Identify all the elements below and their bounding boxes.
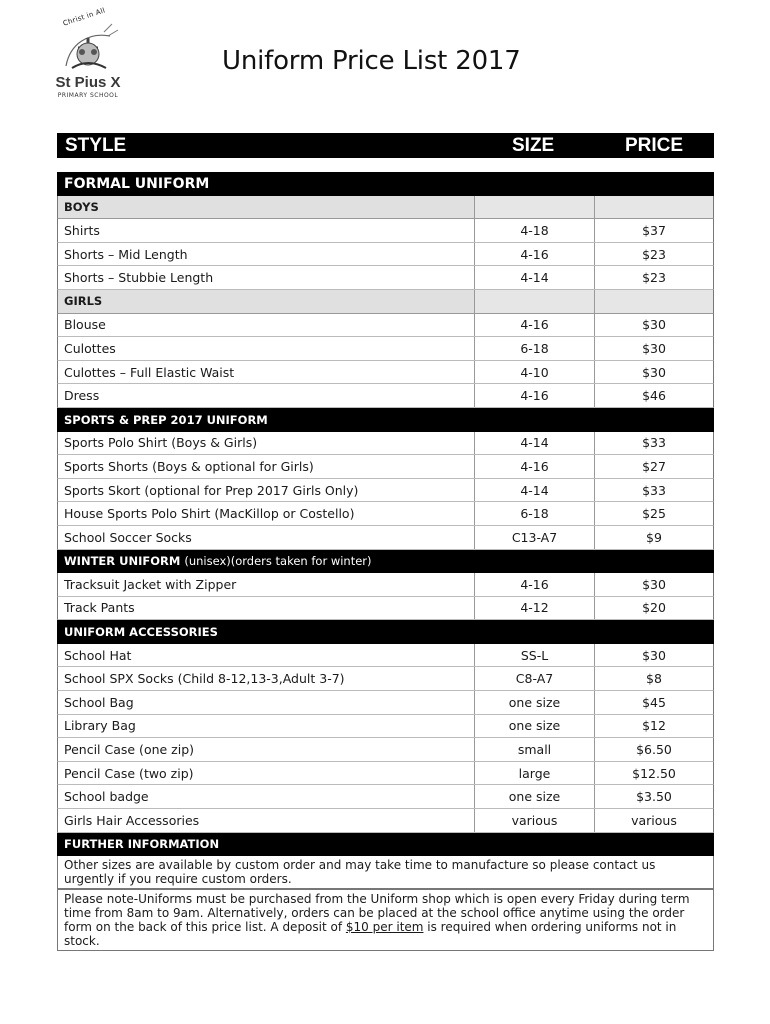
section-heading: UNIFORM ACCESSORIES [64, 625, 218, 640]
deposit-amount: $10 per item [345, 920, 424, 935]
item-style: Pencil Case (one zip) [64, 742, 195, 758]
table-row [57, 314, 714, 338]
table-row [57, 715, 714, 739]
table-row [57, 432, 714, 456]
item-style: Dress [64, 388, 100, 404]
item-size: 4-14 [474, 479, 594, 502]
item-price: $30 [594, 573, 713, 596]
item-size: C13-A7 [474, 526, 594, 549]
item-size: 4-10 [474, 361, 594, 384]
item-size: 4-14 [474, 432, 594, 455]
item-size: one size [474, 715, 594, 738]
item-size: one size [474, 785, 594, 808]
table-row [57, 219, 714, 243]
item-style: Shorts – Stubbie Length [64, 270, 214, 286]
item-price: $25 [594, 502, 713, 525]
item-price: $30 [594, 337, 713, 360]
item-price: $6.50 [594, 738, 713, 761]
table-row [57, 384, 714, 408]
item-price: $45 [594, 691, 713, 714]
item-size: various [474, 809, 594, 832]
school-logo [48, 6, 128, 102]
item-size: 4-16 [474, 243, 594, 266]
info-paragraph-note [57, 889, 714, 951]
item-style: Sports Skort (optional for Prep 2017 Girls Only) [64, 482, 359, 498]
header-price: PRICE [625, 135, 684, 156]
item-size: 4-18 [474, 219, 594, 242]
header-size: SIZE [512, 135, 555, 156]
item-style: Sports Shorts (Boys & optional for Girls) [64, 458, 314, 474]
item-size: 4-14 [474, 266, 594, 289]
item-price: $30 [594, 314, 713, 337]
item-size: large [474, 762, 594, 785]
table-row [57, 243, 714, 267]
item-price: $33 [594, 432, 713, 455]
item-size: 4-16 [474, 573, 594, 596]
page-title: Uniform Price List 2017 [222, 46, 521, 76]
section-note: (unisex)(orders taken for winter) [184, 554, 372, 569]
item-style: School Hat [64, 647, 132, 663]
item-style: Shirts [64, 222, 100, 238]
section-further-info [57, 833, 714, 857]
section-formal [57, 172, 714, 196]
logo-name: St Pius X [55, 74, 121, 91]
item-size: 4-12 [474, 597, 594, 620]
item-price: $46 [594, 384, 713, 407]
table-row [57, 502, 714, 526]
item-price: $12.50 [594, 762, 713, 785]
item-size: 4-16 [474, 384, 594, 407]
logo-subtitle: PRIMARY SCHOOL [57, 92, 119, 99]
price-table [57, 172, 714, 951]
section-heading: FURTHER INFORMATION [64, 837, 220, 852]
info-text: is required when ordering uniforms not in stock. [64, 920, 677, 949]
table-header [57, 133, 714, 158]
item-size: one size [474, 691, 594, 714]
item-style: House Sports Polo Shirt (MacKillop or Costello) [64, 506, 355, 522]
section-heading: SPORTS & PREP 2017 UNIFORM [64, 412, 268, 427]
item-size: 6-18 [474, 502, 594, 525]
logo-motto: Christ in All [62, 6, 107, 28]
item-style: Pencil Case (two zip) [64, 765, 194, 781]
table-row [57, 573, 714, 597]
item-price: $33 [594, 479, 713, 502]
item-size: small [474, 738, 594, 761]
item-size: 4-16 [474, 314, 594, 337]
item-style: Shorts – Mid Length [64, 246, 188, 262]
item-style: School Soccer Socks [64, 529, 192, 545]
section-heading: FORMAL UNIFORM [64, 175, 210, 192]
subsection-heading: BOYS [64, 199, 99, 214]
item-style: School badge [64, 789, 149, 805]
empty-cell [474, 290, 594, 313]
table-row [57, 667, 714, 691]
table-row [57, 785, 714, 809]
item-style: Culottes – Full Elastic Waist [64, 364, 235, 380]
item-price: $23 [594, 266, 713, 289]
section-sports [57, 408, 714, 432]
item-price: $23 [594, 243, 713, 266]
table-row [57, 738, 714, 762]
subsection-boys [57, 196, 714, 220]
section-heading-wrap [58, 550, 713, 574]
item-style: School Bag [64, 694, 134, 710]
item-price: $20 [594, 597, 713, 620]
empty-cell [594, 196, 713, 219]
item-style: Library Bag [64, 718, 136, 734]
item-style: Girls Hair Accessories [64, 812, 200, 828]
table-row [57, 691, 714, 715]
item-style: Tracksuit Jacket with Zipper [64, 576, 237, 592]
info-paragraph: Other sizes are available by custom order and may take time to manufacture so please contact us urgently if you require custom orders. [57, 856, 714, 889]
subsection-girls [57, 290, 714, 314]
item-price: $12 [594, 715, 713, 738]
item-style: School SPX Socks (Child 8-12,13-3,Adult 3-7) [64, 671, 345, 687]
item-price: $8 [594, 667, 713, 690]
subsection-heading: GIRLS [64, 294, 103, 309]
empty-cell [474, 196, 594, 219]
table-row [57, 809, 714, 833]
item-price: $37 [594, 219, 713, 242]
table-row [57, 361, 714, 385]
table-row [57, 337, 714, 361]
table-row [57, 526, 714, 550]
table-row [57, 644, 714, 668]
item-price: $30 [594, 361, 713, 384]
item-style: Culottes [64, 340, 116, 356]
header-style: STYLE [65, 135, 127, 156]
item-price: various [594, 809, 713, 832]
item-price: $30 [594, 644, 713, 667]
item-style: Blouse [64, 317, 106, 333]
item-size: 4-16 [474, 455, 594, 478]
item-style: Sports Polo Shirt (Boys & Girls) [64, 435, 258, 451]
item-style: Track Pants [64, 600, 135, 616]
table-row [57, 266, 714, 290]
item-price: $3.50 [594, 785, 713, 808]
item-size: C8-A7 [474, 667, 594, 690]
info-text: Please note-Uniforms must be purchased from the Uniform shop which is open every Friday during term time from 8am to 9am. Alternatively, orders can be placed at the school office anytime using the order form on the back of this price list. A deposit of [64, 892, 690, 935]
item-price: $9 [594, 526, 713, 549]
section-winter [57, 550, 714, 574]
table-row [57, 479, 714, 503]
section-heading: WINTER UNIFORM [64, 554, 181, 569]
logo-emblem-icon [48, 18, 128, 78]
item-size: 6-18 [474, 337, 594, 360]
table-row [57, 762, 714, 786]
empty-cell [594, 290, 713, 313]
table-row [57, 455, 714, 479]
section-accessories [57, 620, 714, 644]
item-size: SS-L [474, 644, 594, 667]
item-price: $27 [594, 455, 713, 478]
table-row [57, 597, 714, 621]
